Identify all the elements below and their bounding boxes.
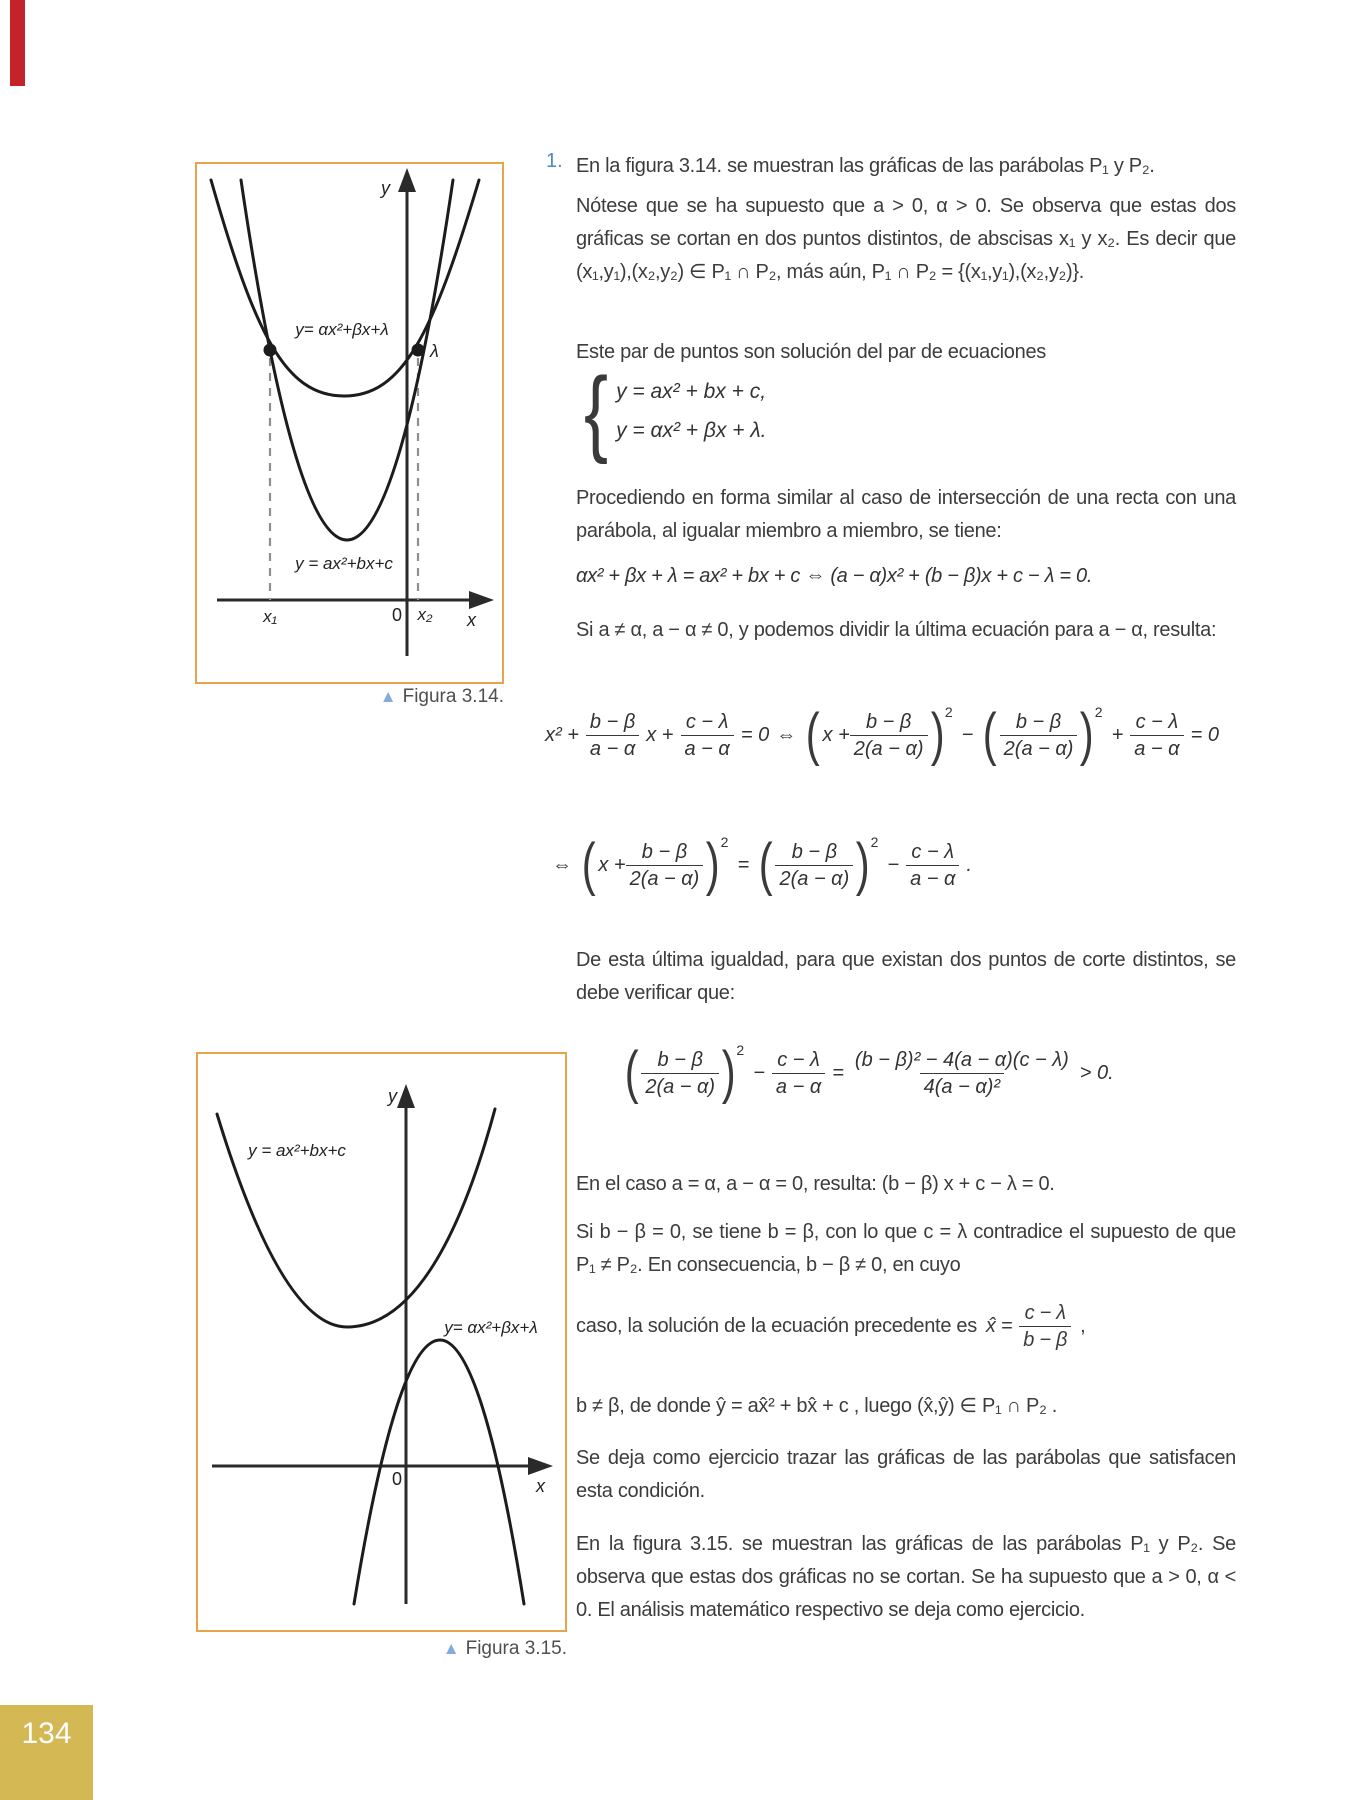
xhat-equation: [986, 1300, 1071, 1353]
equation-equating: αx² + βx + λ = ax² + bx + c ⇔ (a − α)x² + (b − β)x + c − λ = 0.: [576, 565, 1093, 587]
exponent: 2: [870, 834, 879, 850]
fraction: $\frac{c - \lambda}{a - \alpha}$: [906, 839, 959, 892]
paragraph-en-el-caso: En el caso a = α, a − α = 0, resulta: (b − β) x + c − λ = 0.: [576, 1173, 1055, 1195]
paragraph-de-esta-ultima: De esta última igualdad, para que existan dos puntos de corte distintos, se debe verificar que:: [576, 949, 1236, 1004]
parabola-a-equation-label: y = ax²+bx+c: [248, 1141, 346, 1160]
math-term: −: [961, 723, 974, 746]
iff-symbol: ⇔: [776, 723, 797, 746]
paren: ): [721, 1040, 736, 1105]
math-term: = 0: [1190, 723, 1219, 746]
y-axis-label: y: [381, 178, 390, 198]
math-term: =: [737, 853, 750, 876]
iff-symbol: ⇔: [552, 853, 572, 876]
page-number-tab: [0, 1705, 93, 1800]
fraction: $\frac{c - \lambda}{a - \alpha}$: [1130, 709, 1183, 762]
parabola-alpha-equation-label: y= αx²+βx+λ: [295, 320, 389, 339]
origin-label: 0: [391, 605, 402, 625]
x-axis-label: x: [467, 610, 476, 630]
fraction: $\frac{c - \lambda}{a - \alpha}$: [681, 709, 734, 762]
fraction: $\frac{b - \beta}{2(a - \alpha)}$: [1000, 709, 1078, 762]
parabola-a-equation-label: y = ax²+bx+c: [295, 554, 393, 573]
figure-3-15: [196, 1052, 567, 1632]
paragraph-si-b-beta: Si b − β = 0, se tiene b = β, con lo que c = λ contradice el supuesto de que P₁ ≠ P₂. En consecuencia, b − β ≠ 0, en cuyo: [576, 1221, 1236, 1276]
system-brace: {: [584, 358, 609, 465]
math-term: x +: [646, 723, 674, 746]
paragraph-procediendo: Procediendo en forma similar al caso de intersección de una recta con una parábola, al igualar miembro a miembro, se tiene:: [576, 487, 1236, 542]
paren: (: [581, 832, 596, 897]
y-axis-arrow-icon: [397, 1084, 415, 1108]
math-term: > 0.: [1079, 1061, 1114, 1084]
math-term: x +: [598, 853, 626, 876]
fraction: $\frac{b - \beta}{2(a - \alpha)}$: [641, 1047, 719, 1100]
paren: (: [758, 832, 773, 897]
paragraph-intro-figure-314: En la figura 3.14. se muestran las gráficas de las parábolas P₁ y P₂.: [576, 155, 1155, 177]
squared-group: [756, 832, 880, 897]
figure-3-15-caption: [196, 1638, 567, 1660]
chapter-color-tab: [10, 0, 25, 86]
system-equation-1: y = ax² + bx + c,: [616, 380, 767, 404]
equation-completed-square: [552, 832, 972, 897]
parabola-alpha-curve: [354, 1340, 524, 1604]
fraction: $\frac{\text{(b − β)² − 4(a − α)(c − λ)}}{\text{4(a − α)²}}$: [854, 1048, 1069, 1098]
comma: ,: [1080, 1315, 1086, 1337]
math-term: −: [887, 853, 900, 876]
squared-group: [622, 1040, 746, 1105]
paren: (: [805, 702, 820, 767]
equation-completing-square: [545, 702, 1219, 767]
paragraph-este-par: Este par de puntos son solución del par de ecuaciones: [576, 341, 1046, 363]
paragraph-caso-solucion: [576, 1300, 1085, 1353]
system-equation-2: y = αx² + βx + λ.: [616, 419, 767, 443]
exponent: 2: [1094, 704, 1103, 720]
exponent: 2: [944, 704, 953, 720]
figure-3-14-caption: [195, 686, 504, 708]
paragraph-figura-315: En la figura 3.15. se muestran las gráficas de las parábolas P₁ y P₂. Se observa que estas dos gráficas no se cortan. Se ha supuesto que a > 0, α < 0. El análisis matemático respectivo se deja como ejercicio.: [576, 1533, 1236, 1621]
x1-label: x₁: [263, 607, 277, 626]
fraction: $\frac{b - \beta}{a - \alpha}$: [586, 709, 639, 762]
equation-system: [580, 358, 767, 465]
intersection-point-right: [412, 344, 425, 357]
origin-label: 0: [391, 1469, 402, 1489]
paragraph-b-neq-beta: b ≠ β, de donde ŷ = ax̂² + bx̂ + c , luego (x̂,ŷ) ∈ P₁ ∩ P₂ .: [576, 1395, 1058, 1417]
x-axis-label: x: [536, 1476, 545, 1496]
x-axis-arrow-icon: [469, 591, 494, 609]
parabola-alpha-curve: [211, 180, 479, 396]
figure-3-15-graph: [198, 1054, 565, 1630]
fraction: $\frac{b - \beta}{2(a - \alpha)}$: [775, 839, 853, 892]
paragraph-notese: Nótese que se ha supuesto que a > 0, α > 0. Se observa que estas dos gráficas se cortan en dos puntos distintos, de abscisas x₁ y x₂. Es decir que (x₁,y₁),(x₂,y₂) ∈ P₁ ∩ P₂, más aún, P₁ ∩ P₂ = {(x₁,y₁),(x₂,y₂)}.: [576, 195, 1236, 283]
list-item-number: 1.: [546, 150, 563, 172]
fraction: $\frac{c - \lambda}{a - \alpha}$: [772, 1047, 825, 1100]
exponent: 2: [736, 1042, 745, 1058]
math-term: .: [966, 853, 972, 876]
exponent: 2: [720, 834, 729, 850]
caption-triangle-icon: ▲: [442, 1639, 460, 1658]
caption-triangle-icon: ▲: [379, 687, 397, 706]
paren: ): [855, 832, 870, 897]
math-term: =: [832, 1061, 844, 1084]
figure-3-14: [195, 162, 504, 684]
y-axis-arrow-icon: [398, 168, 416, 192]
paren: ): [1080, 702, 1095, 767]
squared-group: [579, 832, 730, 897]
figure-3-15-caption-text: Figura 3.15.: [465, 1638, 567, 1659]
intersection-point-left: [264, 344, 277, 357]
equation-discriminant-condition: [622, 1040, 1114, 1105]
math-term: +: [1111, 723, 1124, 746]
math-term: −: [753, 1061, 765, 1084]
lambda-label: λ: [430, 341, 439, 361]
math-term: x +: [822, 723, 850, 746]
parabola-alpha-equation-label: y= αx²+βx+λ: [444, 1318, 538, 1337]
squared-group: [803, 702, 954, 767]
figure-3-14-caption-text: Figura 3.14.: [402, 686, 504, 707]
fraction: $\frac{c - \lambda}{b - \beta}$: [1019, 1300, 1071, 1353]
x-axis-arrow-icon: [528, 1457, 553, 1475]
paren: (: [624, 1040, 639, 1105]
fraction: $\frac{b - \beta}{2(a - \alpha)}$: [626, 839, 704, 892]
y-axis-label: y: [388, 1086, 397, 1106]
x2-label: x₂: [417, 605, 433, 624]
paren: ): [706, 832, 720, 897]
math-term: = 0: [740, 723, 770, 746]
figure-3-14-graph: [197, 164, 502, 682]
math-term: x̂ =: [985, 1315, 1013, 1337]
paren: ): [930, 702, 945, 767]
parabola-a-curve: [241, 180, 453, 540]
paragraph-si-a-neq-alpha: Si a ≠ α, a − α ≠ 0, y podemos dividir la última ecuación para a − α, resulta:: [576, 619, 1217, 641]
paragraph-se-deja: Se deja como ejercicio trazar las gráficas de las parábolas que satisfacen esta condición.: [576, 1447, 1236, 1502]
paren: (: [983, 702, 997, 767]
fraction: $\frac{b - \beta}{2(a - \alpha)}$: [850, 709, 928, 762]
caso-text: caso, la solución de la ecuación precedente es: [576, 1315, 977, 1337]
page-number: 134: [21, 1717, 72, 1750]
math-term: x² +: [545, 723, 579, 746]
squared-group: [980, 702, 1104, 767]
